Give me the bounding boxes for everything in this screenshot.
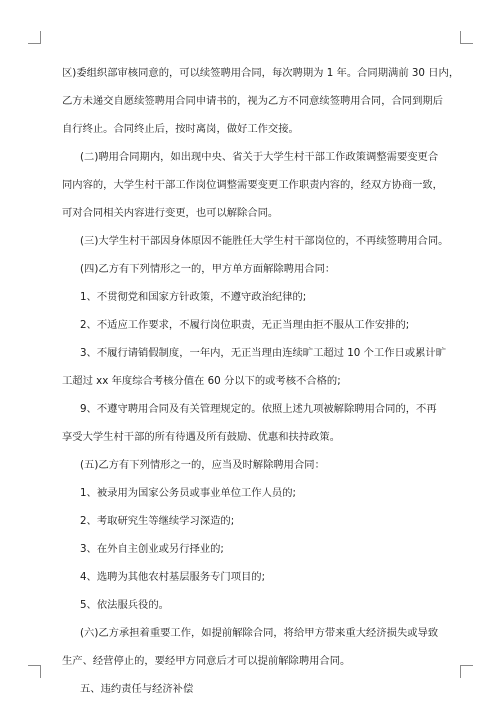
paragraph-first-line: (六)乙方承担着重要工作，如提前解除合同，将给甲方带来重大经济损失或导致 <box>80 627 439 639</box>
section-heading: (五)乙方有下列情形之一的，应当及时解除聘用合同： <box>80 459 325 471</box>
list-item: 1、不贯彻党和国家方针政策，不遵守政治纪律的; <box>80 291 307 303</box>
body-line: 可对合同相关内容进行变更，也可以解除合同。 <box>62 207 279 219</box>
crop-mark-bottom-right <box>460 665 473 678</box>
body-line: 自行终止。合同终止后，按时离岗，做好工作交接。 <box>62 123 299 135</box>
list-item: 2、考取研究生等继续学习深造的; <box>80 515 235 527</box>
crop-mark-bottom-left <box>28 665 41 678</box>
list-item: 3、在外自主创业或另行择业的; <box>80 543 224 555</box>
section-heading: 五、违约责任与经济补偿 <box>80 683 194 695</box>
body-line: 区)委组织部审核同意的，可以续签聘用合同，每次聘期为 1 年。合同期满前 30 日内， <box>62 67 460 79</box>
crop-mark-top-right <box>460 31 473 44</box>
list-item: 9、不遵守聘用合同及有关管理规定的。依照上述九项被解除聘用合同的，不再 <box>80 403 437 415</box>
list-item: 1、被录用为国家公务员或事业单位工作人员的; <box>80 487 296 499</box>
paragraph-first-line: (三)大学生村干部因身体原因不能胜任大学生村干部岗位的，不再续签聘用合同。 <box>80 235 449 247</box>
body-line: 生产、经营停止的，要经甲方同意后才可以提前解除聘用合同。 <box>62 655 351 667</box>
list-item: 3、不履行请销假制度，一年内，无正当理由连续旷工超过 10 个工作日或累计旷 <box>80 347 446 359</box>
body-line: 享受大学生村干部的所有待遇及所有鼓励、优惠和扶持政策。 <box>62 431 341 443</box>
section-heading: (四)乙方有下列情形之一的，甲方单方面解除聘用合同： <box>80 263 336 275</box>
list-item: 2、不适应工作要求，不履行岗位职责，无正当理由拒不服从工作安排的; <box>80 319 410 331</box>
list-item: 4、选聘为其他农村基层服务专门项目的; <box>80 571 266 583</box>
list-item: 5、依法服兵役的。 <box>80 599 169 611</box>
body-line: 乙方未递交自愿续签聘用合同申请书的，视为乙方不同意续签聘用合同，合同到期后 <box>62 95 443 107</box>
body-line: 工超过 xx 年度综合考核分值在 60 分以下的或考核不合格的; <box>62 375 341 387</box>
crop-mark-top-left <box>28 31 41 44</box>
body-line: 同内容的，大学生村干部工作岗位调整需要变更工作职责内容的，经双方协商一致， <box>62 179 443 191</box>
paragraph-first-line: (二)聘用合同期内，如出现中央、省关于大学生村干部工作政策调整需要变更合 <box>80 151 439 163</box>
